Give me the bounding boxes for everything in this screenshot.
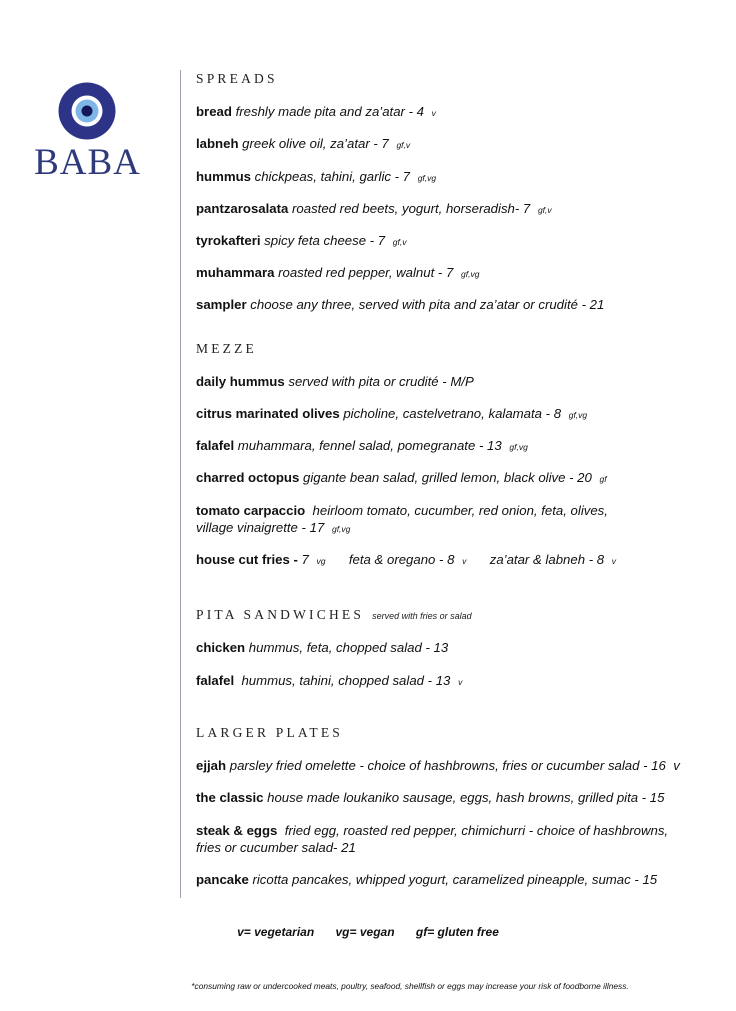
item-tags: gf,v <box>537 205 552 215</box>
menu-item-tyrokafteri <box>196 232 726 251</box>
menu-item-daily-hummus <box>196 373 726 390</box>
item-desc-line2: village vinaigrette - 17 <box>196 520 325 535</box>
menu-item-the-classic <box>196 789 726 806</box>
legend-vegan: vg= vegan <box>335 925 395 939</box>
item-desc: fried egg, roasted red pepper, chimichurri - choice of hashbrowns, <box>284 823 669 838</box>
item-name: hummus <box>196 169 251 184</box>
item-name: chicken <box>196 640 246 655</box>
section-title-pita-sandwiches: PITA SANDWICHES served with fries or salad <box>196 607 472 622</box>
section-title-spreads: SPREADS <box>196 71 278 86</box>
brand-name: BABA <box>34 142 141 183</box>
item-name: falafel <box>196 438 235 453</box>
item-desc: hummus, tahini, chopped salad - 13 <box>241 673 451 688</box>
menu-item-pantzarosalata <box>196 200 726 219</box>
menu-item-sampler <box>196 296 726 313</box>
item-desc: choose any three, served with pita and za’atar or crudité - 21 <box>250 297 605 312</box>
item-name: steak & eggs <box>196 823 278 838</box>
item-tags: gf,vg <box>568 410 588 420</box>
item-desc: freshly made pita and za’atar - 4 <box>235 104 424 119</box>
item-name: falafel <box>196 673 235 688</box>
fries-option-zaatar-tag: v <box>611 556 617 566</box>
item-desc: roasted red beets, yogurt, horseradish- 7 <box>292 201 531 216</box>
item-tags: gf,v <box>396 140 411 150</box>
item-name: charred octopus <box>196 470 300 485</box>
item-tags: vg <box>316 556 326 566</box>
item-name: daily hummus <box>196 374 285 389</box>
item-tags: gf,vg <box>461 269 480 279</box>
item-name: tyrokafteri <box>196 233 261 248</box>
menu-item-ejjah <box>196 757 726 774</box>
item-name: citrus marinated olives <box>196 406 340 421</box>
item-tags: v <box>673 758 680 773</box>
item-name: the classic <box>196 790 264 805</box>
fries-option-feta-tag: v <box>462 556 467 566</box>
item-tags: gf,v <box>392 237 407 247</box>
item-name: bread <box>196 104 232 119</box>
item-name: labneh <box>196 136 239 151</box>
item-desc: picholine, castelvetrano, kalamata - 8 <box>343 406 562 421</box>
item-desc: heirloom tomato, cucumber, red onion, feta, olives, <box>312 503 608 518</box>
section-note: served with fries or salad <box>372 611 472 621</box>
menu-item-house-cut-fries <box>196 551 726 570</box>
menu-item-bread <box>196 103 726 122</box>
food-safety-disclaimer: *consuming raw or undercooked meats, poultry, seafood, shellfish or eggs may increase your risk of foodborne illness. <box>191 981 629 991</box>
section-title-larger-plates: LARGER PLATES <box>196 725 343 740</box>
item-desc: 7 <box>301 552 309 567</box>
menu-item-falafel-pita <box>196 672 726 691</box>
dietary-legend <box>0 925 736 939</box>
item-desc: chickpeas, tahini, garlic - 7 <box>254 169 411 184</box>
item-desc: gigante bean salad, grilled lemon, black olive - 20 <box>303 470 592 485</box>
menu-item-citrus-olives <box>196 405 726 424</box>
item-tags: gf,vg <box>417 173 437 183</box>
item-desc: roasted red pepper, walnut - 7 <box>278 265 454 280</box>
item-desc: ricotta pancakes, whipped yogurt, caramelized pineapple, sumac - 15 <box>252 872 658 887</box>
item-tags: gf,vg <box>509 442 528 452</box>
menu-item-hummus <box>196 168 726 187</box>
menu-item-falafel <box>196 437 726 456</box>
fries-option-zaatar: za’atar & labneh - 8 <box>489 552 605 567</box>
item-name: sampler <box>196 297 247 312</box>
menu-item-charred-octopus <box>196 469 726 488</box>
menu-item-tomato-carpaccio <box>196 502 726 538</box>
item-name: pantzarosalata <box>196 201 289 216</box>
item-desc: hummus, feta, chopped salad - 13 <box>248 640 449 655</box>
item-tags: gf <box>599 474 607 484</box>
divider-line <box>180 70 181 898</box>
item-desc: muhammara, fennel salad, pomegranate - 13 <box>237 438 502 453</box>
menu-item-pancake <box>196 871 726 888</box>
evil-eye-icon <box>58 82 116 140</box>
item-name: tomato carpaccio <box>196 503 306 518</box>
menu-item-steak-and-eggs <box>196 822 726 856</box>
item-tags: gf,vg <box>331 524 351 534</box>
legend-vegetarian: v= vegetarian <box>237 925 315 939</box>
item-name: ejjah <box>196 758 227 773</box>
item-desc: house made loukaniko sausage, eggs, hash browns, grilled pita - 15 <box>267 790 665 805</box>
item-name: house cut fries - <box>196 552 298 567</box>
item-name: pancake <box>196 872 249 887</box>
menu-item-chicken <box>196 639 726 656</box>
item-name: muhammara <box>196 265 275 280</box>
item-tags: v <box>458 677 463 687</box>
item-desc: parsley fried omelette - choice of hashbrowns, fries or cucumber salad - 16 <box>229 758 666 773</box>
item-desc: greek olive oil, za’atar - 7 <box>242 136 389 151</box>
menu-item-muhammara <box>196 264 726 283</box>
fries-option-feta: feta & oregano - 8 <box>348 552 455 567</box>
item-desc: spicy feta cheese - 7 <box>264 233 386 248</box>
section-title-mezze: MEZZE <box>196 341 257 356</box>
item-desc-line2: fries or cucumber salad- 21 <box>196 840 356 855</box>
legend-gluten-free: gf= gluten free <box>415 925 499 939</box>
item-tags: v <box>431 108 436 118</box>
menu-item-labneh <box>196 135 726 154</box>
menu <box>196 0 726 1011</box>
item-desc: served with pita or crudité - M/P <box>288 374 474 389</box>
brand-logo <box>30 82 145 192</box>
